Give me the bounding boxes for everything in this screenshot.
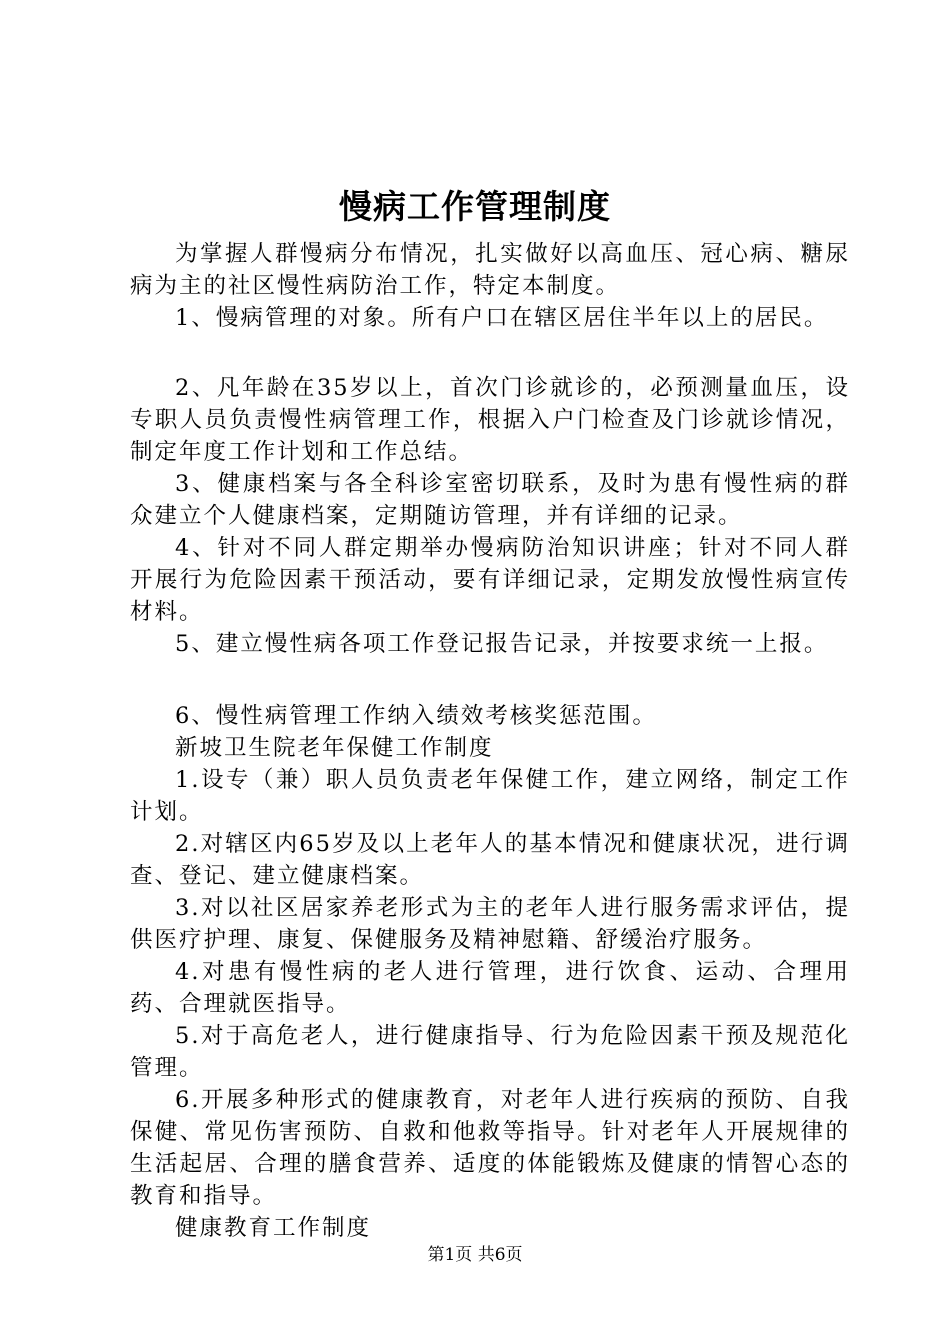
document-body <box>130 238 850 1244</box>
chronic-item-1: 1、慢病管理的对象。所有户口在辖区居住半年以上的居民。 <box>175 305 829 331</box>
chronic-item-5: 5、建立慢性病各项工作登记报告记录，并按要求统一上报。 <box>175 631 829 657</box>
chronic-item-3: 3、健康档案与各全科诊室密切联系，及时为患有慢性病的群众建立个人健康档案，定期随访管理，并有详细的记录。 <box>130 471 850 529</box>
elderly-item-6: 6.开展多种形式的健康教育，对老年人进行疾病的预防、自我保健、常见伤害预防、自救和他救等指导。针对老年人开展规律的生活起居、合理的膳食营养、适度的体能锻炼及健康的情智心态的教育和指导。 <box>130 1087 850 1209</box>
elderly-item-4: 4.对患有慢性病的老人进行管理，进行饮食、运动、合理用药、合理就医指导。 <box>130 959 850 1017</box>
document-title: 慢病工作管理制度 <box>339 187 611 226</box>
elderly-item-1: 1.设专（兼）职人员负责老年保健工作，建立网络，制定工作计划。 <box>130 767 850 825</box>
chronic-item-2: 2、凡年龄在35岁以上，首次门诊就诊的，必预测量血压，设专职人员负责慢性病管理工作，根据入户门检查及门诊就诊情况，制定年度工作计划和工作总结。 <box>130 375 850 465</box>
elderly-item-2: 2.对辖区内65岁及以上老年人的基本情况和健康状况，进行调查、登记、建立健康档案。 <box>130 831 850 889</box>
page-number-footer: 第1页 共6页 <box>427 1245 523 1265</box>
chronic-item-4: 4、针对不同人群定期举办慢病防治知识讲座；针对不同人群开展行为危险因素干预活动，要有详细记录，定期发放慢性病宣传材料。 <box>130 535 850 625</box>
health-education-heading: 健康教育工作制度 <box>175 1215 372 1241</box>
intro-paragraph: 为掌握人群慢病分布情况，扎实做好以高血压、冠心病、糖尿病为主的社区慢性病防治工作，特定本制度。 <box>130 241 850 299</box>
elderly-section-heading: 新坡卫生院老年保健工作制度 <box>175 735 494 761</box>
chronic-item-6: 6、慢性病管理工作纳入绩效考核奖惩范围。 <box>175 703 657 729</box>
elderly-item-5: 5.对于高危老人，进行健康指导、行为危险因素干预及规范化管理。 <box>130 1023 850 1081</box>
elderly-item-3: 3.对以社区居家养老形式为主的老年人进行服务需求评估，提供医疗护理、康复、保健服务及精神慰籍、舒缓治疗服务。 <box>130 895 850 953</box>
